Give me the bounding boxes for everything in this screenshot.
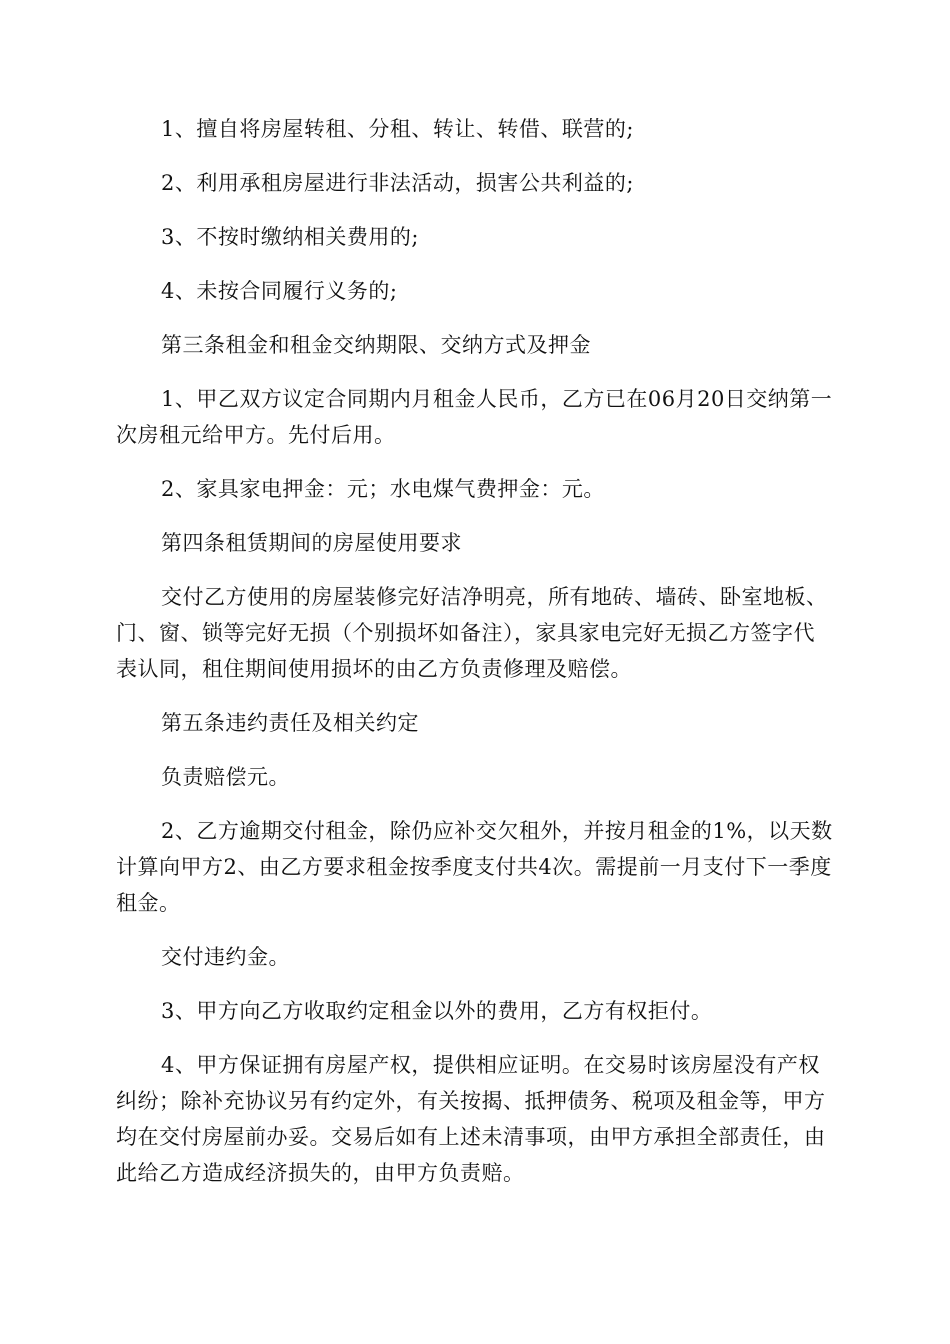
liability-line-penalty: 交付违约金。 (161, 945, 290, 969)
liability-clause-2: 2、乙方逾期交付租金，除仍应补交欠租外，并按月租金的1%，以天数计算向甲方2、由乙方要求租金按季度支付共4次。需提前一月支付下一季度租金。 (116, 819, 833, 915)
section-heading-liability: 第五条违约责任及相关约定 (161, 711, 419, 735)
section-heading-usage: 第四条租赁期间的房屋使用要求 (161, 531, 462, 555)
clause-item-2: 2、利用承租房屋进行非法活动，损害公共利益的; (161, 171, 634, 195)
document-body (116, 111, 836, 1209)
liability-line-1: 负责赔偿元。 (161, 765, 290, 789)
rent-clause-1: 1、甲乙双方议定合同期内月租金人民币，乙方已在06月20日交纳第一次房租元给甲方。先付后用。 (116, 387, 833, 447)
clause-item-3: 3、不按时缴纳相关费用的; (161, 225, 419, 249)
liability-clause-4: 4、甲方保证拥有房屋产权，提供相应证明。在交易时该房屋没有产权纠纷；除补充协议另有约定外，有关按揭、抵押债务、税项及租金等，甲方均在交付房屋前办妥。交易后如有上述未清事项，由甲方承担全部责任，由此给乙方造成经济损失的，由甲方负责赔。 (116, 1053, 826, 1185)
clause-item-4: 4、未按合同履行义务的; (161, 279, 398, 303)
rent-clause-2: 2、家具家电押金：元；水电煤气费押金：元。 (161, 477, 605, 501)
section-heading-rent: 第三条租金和租金交纳期限、交纳方式及押金 (161, 333, 591, 357)
usage-paragraph: 交付乙方使用的房屋装修完好洁净明亮，所有地砖、墙砖、卧室地板、门、窗、锁等完好无损（个别损坏如备注），家具家电完好无损乙方签字代表认同，租住期间使用损坏的由乙方负责修理及赔偿。 (116, 585, 828, 681)
liability-clause-3: 3、甲方向乙方收取约定租金以外的费用，乙方有权拒付。 (161, 999, 713, 1023)
clause-item-1: 1、擅自将房屋转租、分租、转让、转借、联营的; (161, 117, 634, 141)
